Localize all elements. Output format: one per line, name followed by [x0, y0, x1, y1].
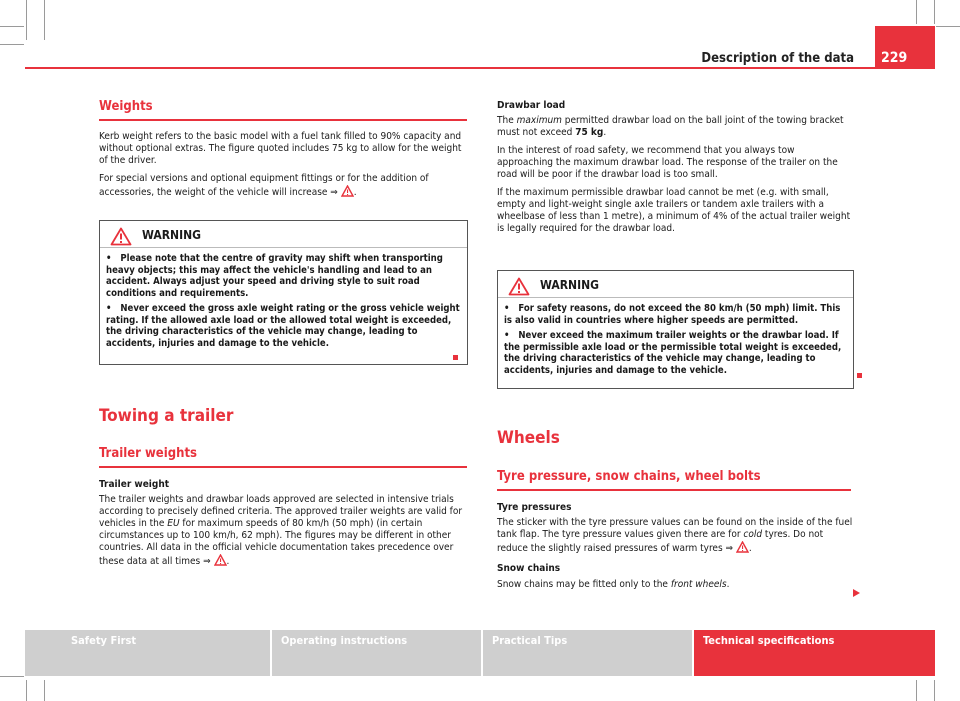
- header-rule: [25, 67, 935, 69]
- heading-rule: [99, 119, 467, 121]
- warning-ref-icon[interactable]: [736, 541, 749, 553]
- weights-text: [99, 131, 467, 199]
- emphasis: EU: [167, 518, 180, 529]
- subheading: Trailer weight: [99, 479, 170, 490]
- footer-tabs: [25, 630, 935, 676]
- paragraph-text: for maximum speeds of 80 km/h (50 mph) (in certain circumstances up to 100 km/h, 62 mph). The figures may be different in other countries. All data in the official vehicle documentation takes precedence over these data at all times ⇒: [99, 518, 454, 567]
- crop-mark: [0, 26, 24, 27]
- paragraph-text: The trailer weights and drawbar loads approved are selected in intensive trials according to precisely defined criteria. The approved trailer weights are valid for vehicles in the: [99, 494, 463, 529]
- emphasis: front wheels: [670, 579, 727, 590]
- warning-title: WARNING: [540, 278, 599, 292]
- chapter-heading: Wheels: [497, 428, 560, 448]
- drawbar-text: [497, 100, 853, 235]
- warning-item-text: Please note that the centre of gravity may shift when transporting heavy objects; this may affect the vehicle's handling and lead to an accident. Always adjust your speed and driving style to suit road conditions and requirements.: [106, 253, 443, 299]
- section-heading: Weights: [99, 99, 153, 114]
- warning-box: [497, 270, 854, 389]
- section-trailer-weights: [99, 446, 467, 468]
- warning-item: • For safety reasons, do not exceed the 80 km/h (50 mph) limit. This is also valid in countries where higher speeds are permitted.: [504, 303, 841, 326]
- subheading: Drawbar load: [497, 100, 566, 111]
- section-tyre-pressure: [497, 469, 851, 491]
- paragraph: For special versions and optional equipment fittings or for the addition of accessories, the weight of the vehicle will increase ⇒ .: [99, 173, 429, 198]
- crop-mark: [44, 680, 45, 701]
- crop-mark: [0, 676, 24, 677]
- paragraph: The trailer weights and drawbar loads approved are selected in intensive trials according to precisely defined criteria. The approved trailer weights are valid for vehicles in the EU for maximum speeds of 80 km/h (50 mph) (in certain circumstances up to 100 km/h, 62 mph). The figures may be different in other countries. All data in the official vehicle documentation takes precedence over these data at all times ⇒ .: [99, 494, 463, 567]
- crop-mark: [26, 680, 27, 701]
- emphasis: cold: [743, 529, 763, 540]
- section-heading: Tyre pressure, snow chains, wheel bolts: [497, 469, 761, 484]
- crop-mark: [26, 0, 27, 40]
- paragraph: In the interest of road safety, we recommend that you always tow approaching the maximum drawbar load. The response of the trailer on the road will be poor if the drawbar load is too small.: [497, 145, 838, 180]
- emphasis: maximum: [516, 115, 562, 126]
- tab-label: Operating instructions: [281, 634, 408, 647]
- warning-box: [99, 220, 468, 365]
- paragraph: Kerb weight refers to the basic model with a fuel tank filled to 90% capacity and without optional extras. The figure quoted includes 75 kg to allow for the weight of the driver.: [99, 131, 462, 166]
- chapter-heading: Towing a trailer: [99, 406, 234, 426]
- heading-rule: [497, 489, 851, 491]
- section-heading: Trailer weights: [99, 446, 197, 461]
- paragraph-text: tyres. Do not reduce the slightly raised pressures of warm tyres ⇒: [497, 529, 824, 554]
- paragraph: The sticker with the tyre pressure values can be found on the inside of the fuel tank flap. The tyre pressure values given there are for cold tyres. Do not reduce the slightly raised pressures of warm tyres ⇒ .: [497, 517, 853, 554]
- warning-item-text: Never exceed the gross axle weight rating or the gross vehicle weight rating. If the allowed axle load or the allowed total weight is exceeded, the driving characteristics of the vehicle may change, leading to accidents, injuries and damage to the vehicle.: [106, 303, 460, 349]
- warning-body: [100, 248, 467, 358]
- tab-label: Technical specifications: [703, 634, 835, 647]
- paragraph-text: The: [497, 115, 514, 126]
- crop-mark: [934, 0, 935, 24]
- warning-header: [100, 221, 467, 248]
- paragraph: The maximum permitted drawbar load on the ball joint of the towing bracket must not exceed 75 kg.: [497, 115, 844, 138]
- trailer-text: [99, 479, 467, 568]
- paragraph: Snow chains may be fitted only to the front wheels.: [497, 579, 730, 590]
- tab-technical-specifications[interactable]: [694, 630, 935, 676]
- tab-label: Safety First: [71, 634, 137, 647]
- crop-mark: [0, 44, 24, 45]
- warning-icon: [508, 277, 530, 296]
- warning-title: WARNING: [142, 228, 201, 242]
- continue-arrow-icon: [852, 588, 861, 598]
- warning-icon: [110, 227, 132, 246]
- tab-operating-instructions[interactable]: [272, 630, 481, 676]
- tab-safety-first[interactable]: [25, 630, 270, 676]
- paragraph-text: For special versions and optional equipment fittings or for the addition of accessories, the weight of the vehicle will increase ⇒: [99, 173, 429, 198]
- warning-item: • Never exceed the maximum trailer weights or the drawbar load. If the permissible axle load or the permissible total weight is exceeded, the driving characteristics of the vehicle may change, leading to accidents, injuries and damage to the vehicle.: [504, 330, 842, 376]
- paragraph-text: permitted drawbar load on the ball joint of the towing bracket must not exceed: [497, 115, 844, 138]
- warning-ref-icon[interactable]: [341, 185, 354, 197]
- subheading: Tyre pressures: [497, 502, 572, 513]
- section-end-marker: [857, 373, 862, 378]
- strong-value: 75 kg: [575, 127, 604, 138]
- warning-item-text: For safety reasons, do not exceed the 80 km/h (50 mph) limit. This is also valid in countries where higher speeds are permitted.: [504, 303, 841, 326]
- warning-body: [498, 298, 853, 385]
- tyre-text: [497, 502, 853, 591]
- page-number-box: [875, 26, 935, 69]
- tab-practical-tips[interactable]: [483, 630, 692, 676]
- crop-mark: [934, 680, 935, 701]
- crop-mark: [44, 0, 45, 40]
- subheading: Snow chains: [497, 563, 561, 574]
- crop-mark: [916, 0, 917, 24]
- warning-item: • Never exceed the gross axle weight rating or the gross vehicle weight rating. If the allowed axle load or the allowed total weight is exceeded, the driving characteristics of the vehicle may change, leading to accidents, injuries and damage to the vehicle.: [106, 303, 460, 349]
- crop-mark: [936, 26, 960, 27]
- warning-item-text: Never exceed the maximum trailer weights or the drawbar load. If the permissible axle load or the permissible total weight is exceeded, the driving characteristics of the vehicle may change, leading to accidents, injuries and damage to the vehicle.: [504, 330, 842, 376]
- paragraph: If the maximum permissible drawbar load cannot be met (e.g. with small, empty and light-weight single axle trailers or tandem axle trailers with a wheelbase of less than 1 metre), a minimum of 4% of the actual trailer weight is legally required for the drawbar load.: [497, 187, 851, 234]
- section-end-marker: [453, 355, 458, 360]
- heading-rule: [99, 466, 467, 468]
- warning-item: • Please note that the centre of gravity may shift when transporting heavy objects; this may affect the vehicle's handling and lead to an accident. Always adjust your speed and driving style to suit road conditions and requirements.: [106, 253, 443, 299]
- paragraph-text: Snow chains may be fitted only to the: [497, 579, 668, 590]
- running-header-title: Description of the data: [701, 51, 854, 66]
- tab-label: Practical Tips: [492, 634, 568, 647]
- warning-header: [498, 271, 853, 298]
- crop-mark: [916, 680, 917, 701]
- page-number: 229: [881, 50, 908, 66]
- warning-ref-icon[interactable]: [214, 554, 227, 566]
- section-weights: [99, 99, 467, 121]
- paragraph-text: The sticker with the tyre pressure values can be found on the inside of the fuel tank flap. The tyre pressure values given there are for: [497, 517, 853, 540]
